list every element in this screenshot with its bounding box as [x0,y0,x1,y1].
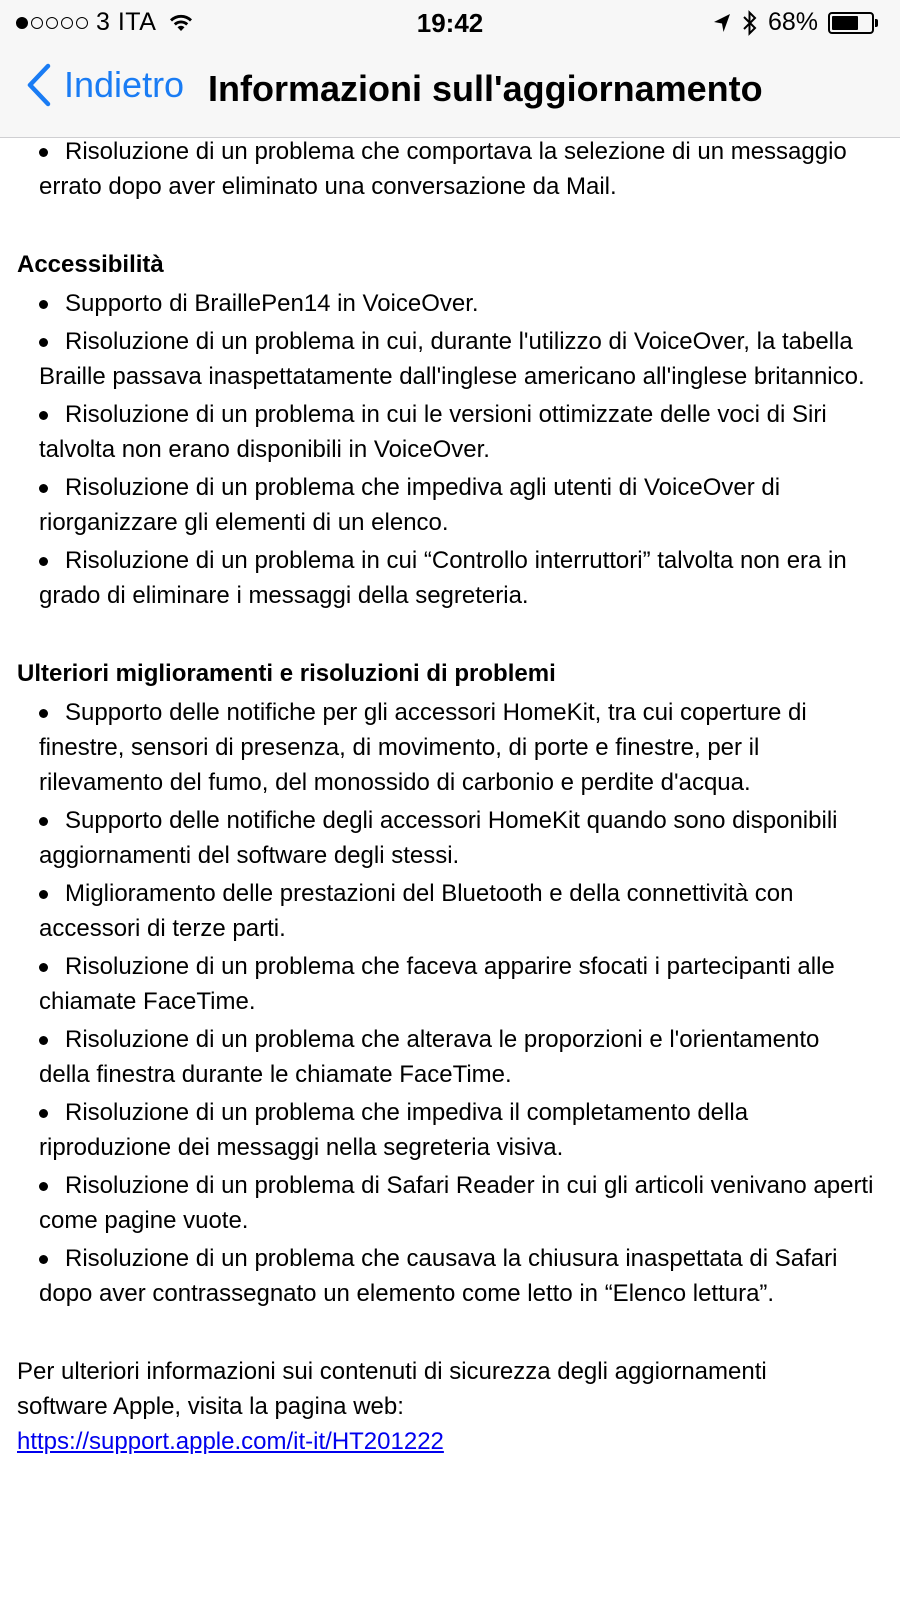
battery-icon [828,12,878,34]
chevron-left-icon [24,62,54,108]
list-item: Risoluzione di un problema che faceva apparire sfocati i partecipanti alle chiamate FaceTime. [0,949,900,1019]
list-item: Miglioramento delle prestazioni del Bluetooth e della connettività con accessori di terze parti. [0,876,900,946]
list-item: Risoluzione di un problema che causava la chiusura inaspettata di Safari dopo aver contrassegnato un elemento come letto in “Elenco lettura”. [0,1241,900,1311]
status-right [712,8,878,37]
footer-text: Per ulteriori informazioni sui contenuti di sicurezza degli aggiornamenti software Apple, visita la pagina web: [17,1358,767,1420]
intro-list [0,138,900,204]
battery-percent: 68% [767,8,818,36]
release-notes-body [0,138,900,1459]
list-item: Risoluzione di un problema in cui, durante l'utilizzo di VoiceOver, la tabella Braille passava inaspettatamente dall'inglese americano all'inglese britannico. [0,324,900,394]
bluetooth-icon [742,10,758,36]
status-time: 19:42 [416,8,484,38]
list-item: Supporto di BraillePen14 in VoiceOver. [0,286,900,321]
section-title-accessibility: Accessibilità [17,251,164,278]
improvements-list [0,695,900,1311]
list-item: Risoluzione di un problema che alterava le proporzioni e l'orientamento della finestra durante le chiamate FaceTime. [0,1022,900,1092]
list-item: Supporto delle notifiche degli accessori HomeKit quando sono disponibili aggiornamenti del software degli stessi. [0,803,900,873]
section-title-improvements: Ulteriori miglioramenti e risoluzioni di problemi [17,660,556,687]
carrier-name: 3 ITA [96,8,157,36]
list-item: Risoluzione di un problema che comportava la selezione di un messaggio errato dopo aver eliminato una conversazione da Mail. [0,138,900,204]
accessibility-list [0,286,900,613]
location-arrow-icon [712,12,732,34]
list-item: Supporto delle notifiche per gli accessori HomeKit, tra cui coperture di finestre, sensori di presenza, di movimento, di porte e finestre, per il rilevamento del fumo, del monossido di carbonio e perdite d'acqua. [0,695,900,800]
footer-note [0,1354,900,1459]
top-bar [0,0,900,138]
navigation-bar [0,54,900,130]
support-link[interactable]: https://support.apple.com/it-it/HT201222 [17,1428,444,1455]
release-notes-scroll-view[interactable] [0,138,900,1600]
status-bar [0,0,900,46]
list-item: Risoluzione di un problema che impediva agli utenti di VoiceOver di riorganizzare gli elementi di un elenco. [0,470,900,540]
list-item: Risoluzione di un problema in cui “Controllo interruttori” talvolta non era in grado di eliminare i messaggi della segreteria. [0,543,900,613]
back-button-label: Indietro [64,64,185,105]
list-item: Risoluzione di un problema in cui le versioni ottimizzate delle voci di Siri talvolta non erano disponibili in VoiceOver. [0,397,900,467]
back-button[interactable] [24,62,184,108]
page-title: Informazioni sull'aggiornamento [208,68,763,109]
list-item: Risoluzione di un problema che impediva il completamento della riproduzione dei messaggi nella segreteria visiva. [0,1095,900,1165]
list-item: Risoluzione di un problema di Safari Reader in cui gli articoli venivano aperti come pagine vuote. [0,1168,900,1238]
